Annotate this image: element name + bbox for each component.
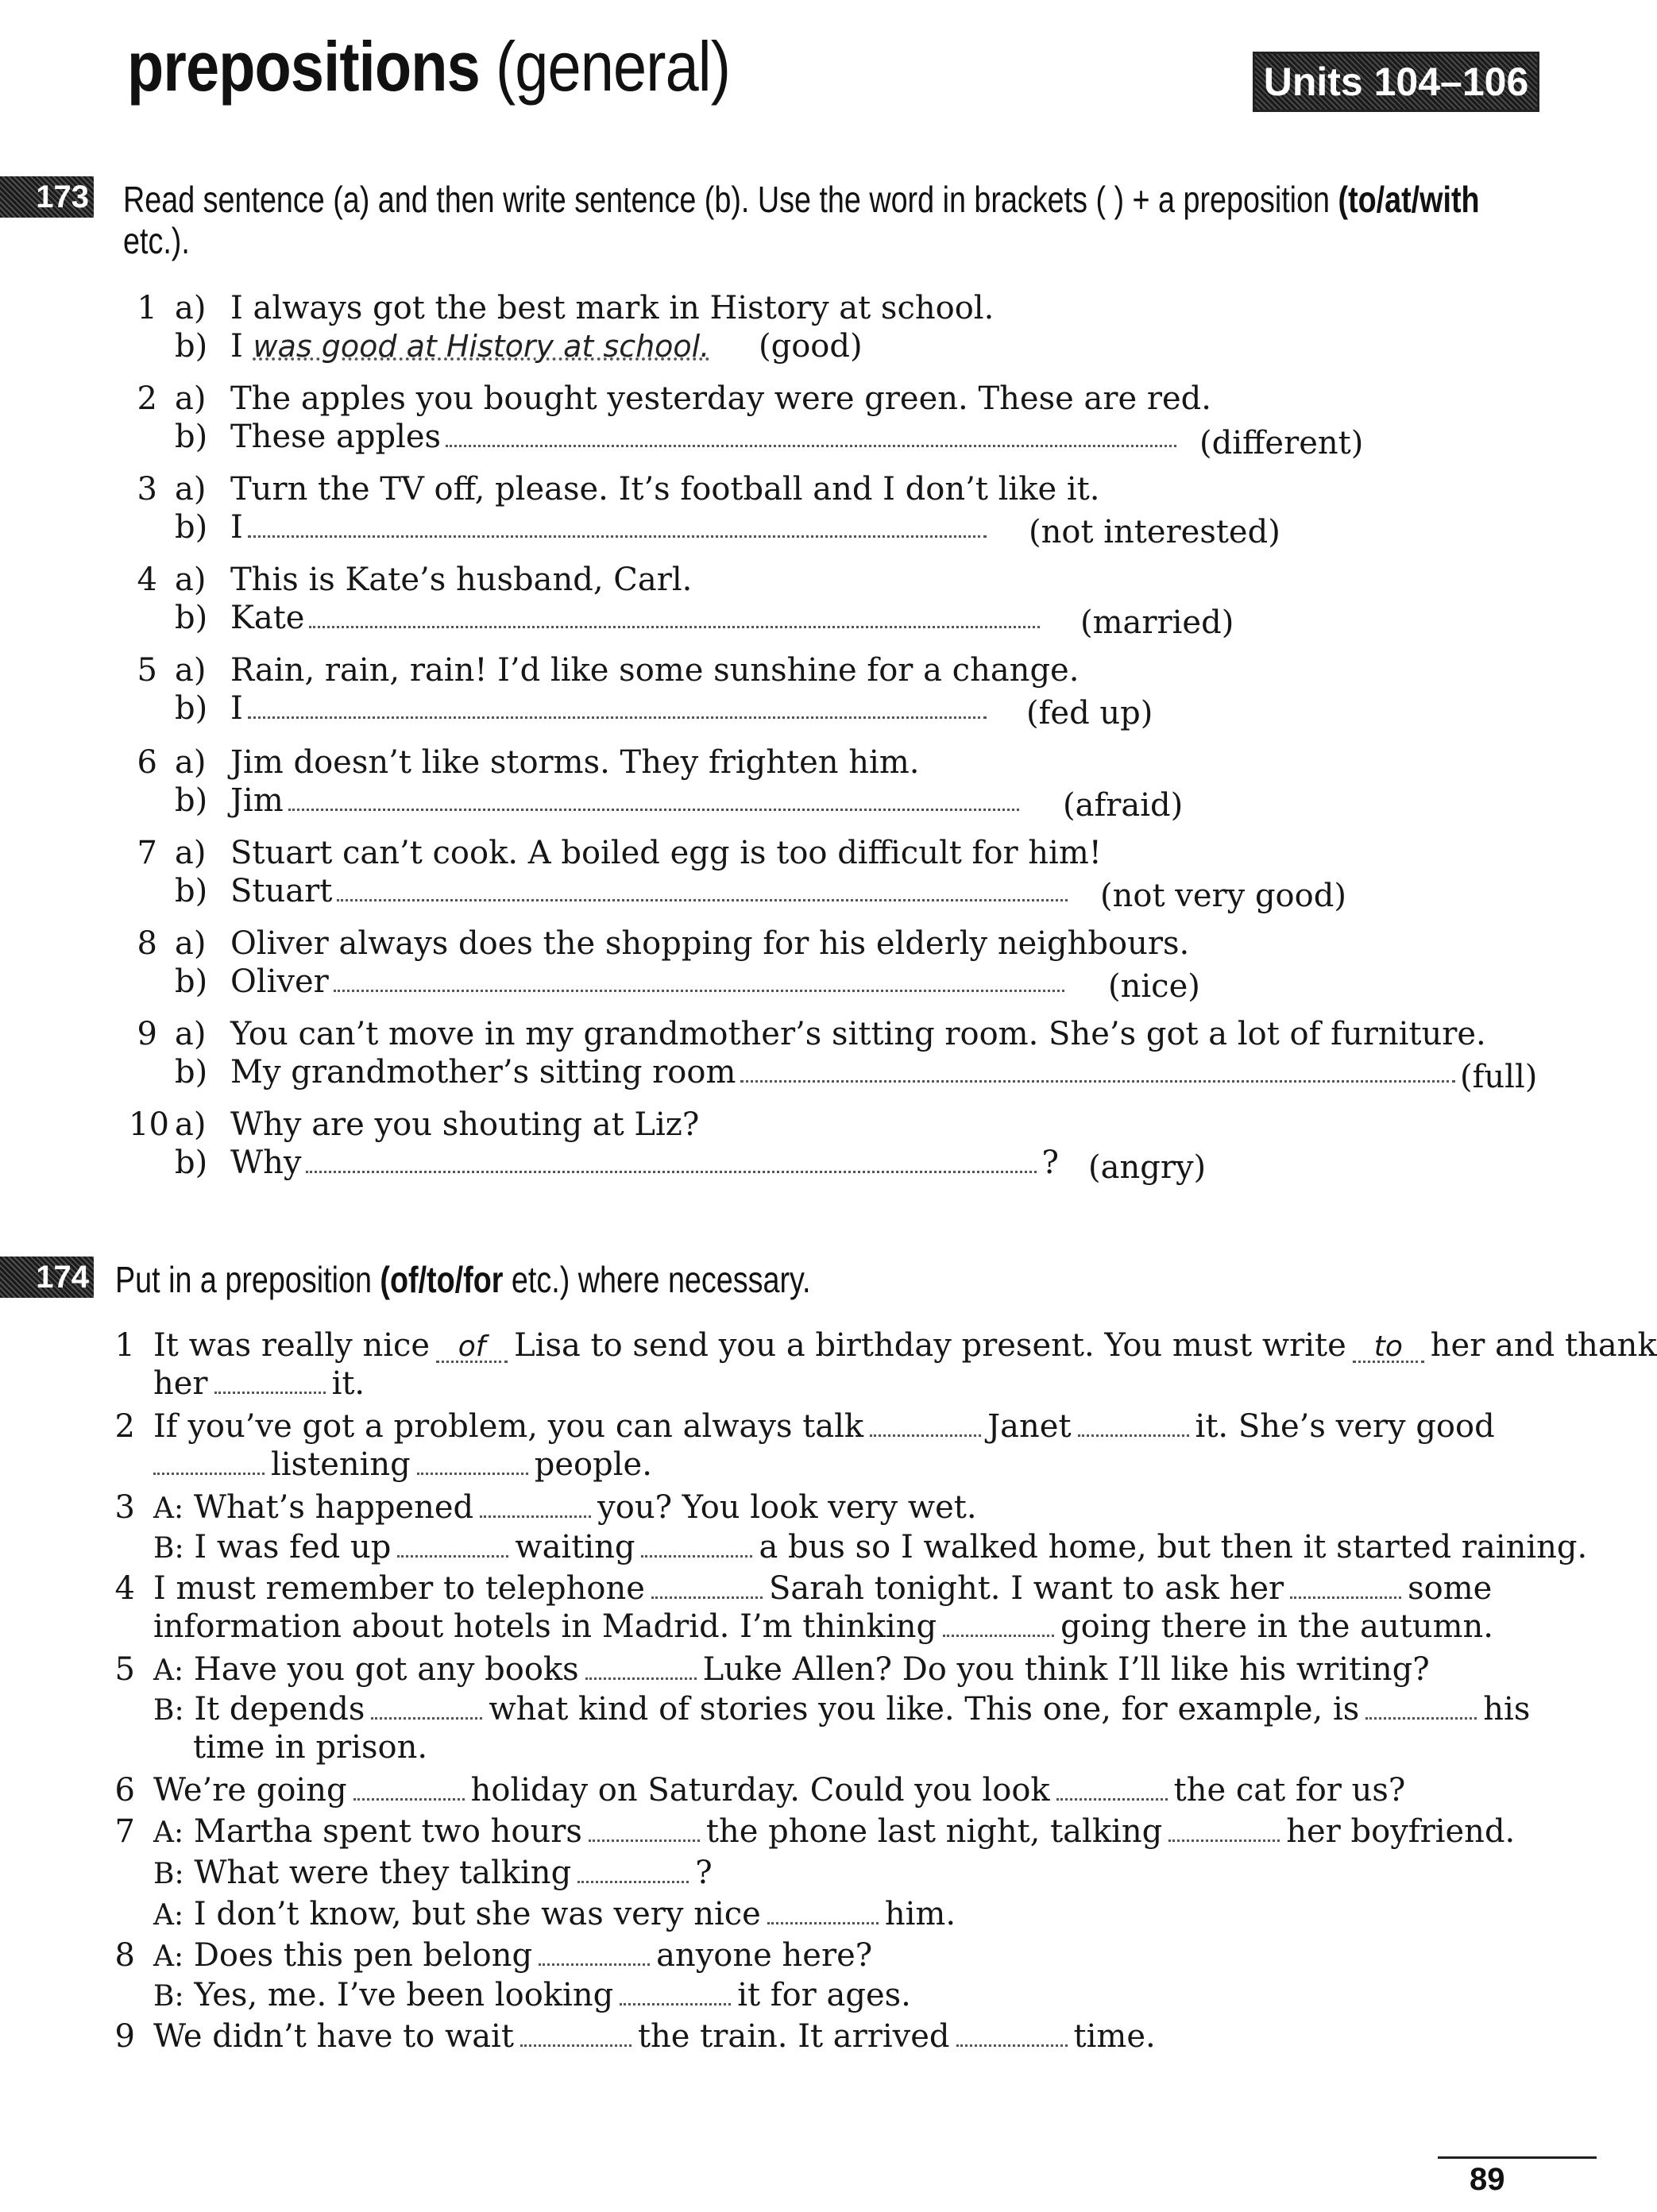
answer-blank[interactable] bbox=[870, 1431, 981, 1437]
page-title: prepositions (general) bbox=[127, 27, 731, 106]
answer-blank[interactable] bbox=[337, 896, 1068, 901]
answer-blank[interactable] bbox=[288, 805, 1019, 811]
answer-blank[interactable] bbox=[577, 1878, 689, 1883]
answer-blank[interactable] bbox=[1056, 1795, 1168, 1801]
answer-blank[interactable] bbox=[767, 1919, 879, 1924]
answer-blank[interactable] bbox=[248, 713, 987, 719]
handwritten-answer: was good at History at school. bbox=[253, 329, 710, 364]
answer-blank[interactable] bbox=[585, 1674, 697, 1680]
exercise-173-instruction: Read sentence (a) and then write sentence (b). Use the word in brackets ( ) + a preposition (to/at/with bbox=[123, 179, 1480, 220]
exercise-174-instruction: Put in a preposition (of/to/for etc.) where necessary. bbox=[115, 1259, 811, 1300]
answer-blank[interactable] bbox=[943, 1631, 1054, 1637]
answer-blank[interactable] bbox=[1168, 1836, 1280, 1842]
exercise-174-number: 174 bbox=[0, 1257, 94, 1298]
answer-blank[interactable] bbox=[214, 1388, 326, 1394]
answer-blank[interactable] bbox=[620, 2000, 731, 2005]
workbook-page: prepositions (general) Units 104–106 173 Read sentence (a) and then write sentence (b). Use the word in brackets ( ) + a preposition (to/at/with etc.). 1 a) I always got the best mark in History at school. b) I was good at History at school. (good) 2 a) The apples you bought yesterday were green. These are red. b) These apples (different) 3 a) Turn the TV off, please. It’s football and I don’t like it. b) I (not interested) 4 a) This is Kate’s husband, Carl. b) Kate (married) 5 a) Rain, rain, rain! I’d like some sunshine for a change. b) I (fed up) 6 a) Jim doesn’t like storms. They frighten him. b) Jim (afraid) 7 a) Stuart can’t cook. A boiled egg is too difficult for him! b) Stuart (not very good) 8 a) Oliver always does the shopping for his elderly neighbours. b) Oliver (nice) 9 a) You can’t move in my grandmother’s sitting room. She’s got a lot of furniture. b) My grandmother’s sitting room (full) 10 a) Why are you shouting at Liz? b) Why ? (angry) 174 Put in a preposition (of/to/for etc.) where necessary. 1 It was really nice of Lisa to send you a birthday present. You must write to her and thank her it. 2 If you’ve got a problem, you can always talk Janet it. She’s very good listening people. 3 A: What’s happened you? You look very wet. B: I was fed up waiting a bus so I walked home, but then it started raining. 4 I must remember to telephone Sarah tonight. I want to ask her some information about hotels in Madrid. I’m thinking going there in the autumn. 5 A: Have you got any books Luke Allen? Do you think I’ll like his writing? B: It depends what kind of stories you like. This one, for example, is his time in prison. 6 We’re going holiday on Saturday. Could you look the cat for us? 7 A: Martha spent two hours the phone last night, talking her boyfriend. B: What were they talking ? A: I don’t know, but she was very nice him. 8 A: Does this pen belong anyone here? B: Yes, me. I’ve been looking it for ages. 9 We didn’t have to wait the train. It arrived time. 89 bbox=[0, 0, 1627, 2212]
page-number: 89 bbox=[1470, 2162, 1505, 2197]
answer-blank[interactable] bbox=[651, 1593, 763, 1599]
exercise-173-instruction-line2: etc.). bbox=[123, 220, 190, 261]
answer-blank[interactable] bbox=[480, 1512, 591, 1518]
units-badge: Units 104–106 bbox=[1255, 54, 1537, 110]
answer-blank[interactable] bbox=[589, 1836, 700, 1842]
answer-blank[interactable] bbox=[1290, 1593, 1401, 1599]
answer-blank[interactable] bbox=[248, 532, 987, 538]
answer-blank[interactable] bbox=[539, 1960, 650, 1966]
footer-rule bbox=[1438, 2156, 1597, 2159]
answer-blank[interactable] bbox=[1365, 1714, 1477, 1720]
answer-blank[interactable] bbox=[956, 2041, 1068, 2047]
answer-blank[interactable] bbox=[520, 2041, 632, 2047]
answer-blank[interactable] bbox=[353, 1795, 465, 1801]
handwritten-answer[interactable]: to bbox=[1353, 1334, 1424, 1363]
answer-blank[interactable] bbox=[740, 1077, 1455, 1083]
answer-blank[interactable] bbox=[1078, 1431, 1189, 1437]
answer-blank[interactable] bbox=[641, 1552, 752, 1558]
exercise-173-number: 173 bbox=[0, 176, 94, 218]
answer-blank[interactable] bbox=[397, 1552, 508, 1558]
answer-blank[interactable] bbox=[153, 1469, 265, 1475]
answer-blank[interactable] bbox=[371, 1714, 482, 1720]
answer-blank[interactable] bbox=[309, 623, 1040, 628]
answer-blank[interactable] bbox=[334, 986, 1064, 992]
answer-blank[interactable] bbox=[306, 1168, 1037, 1173]
answer-blank[interactable] bbox=[417, 1469, 528, 1475]
handwritten-answer[interactable]: of bbox=[436, 1334, 508, 1363]
answer-blank[interactable] bbox=[446, 442, 1176, 447]
